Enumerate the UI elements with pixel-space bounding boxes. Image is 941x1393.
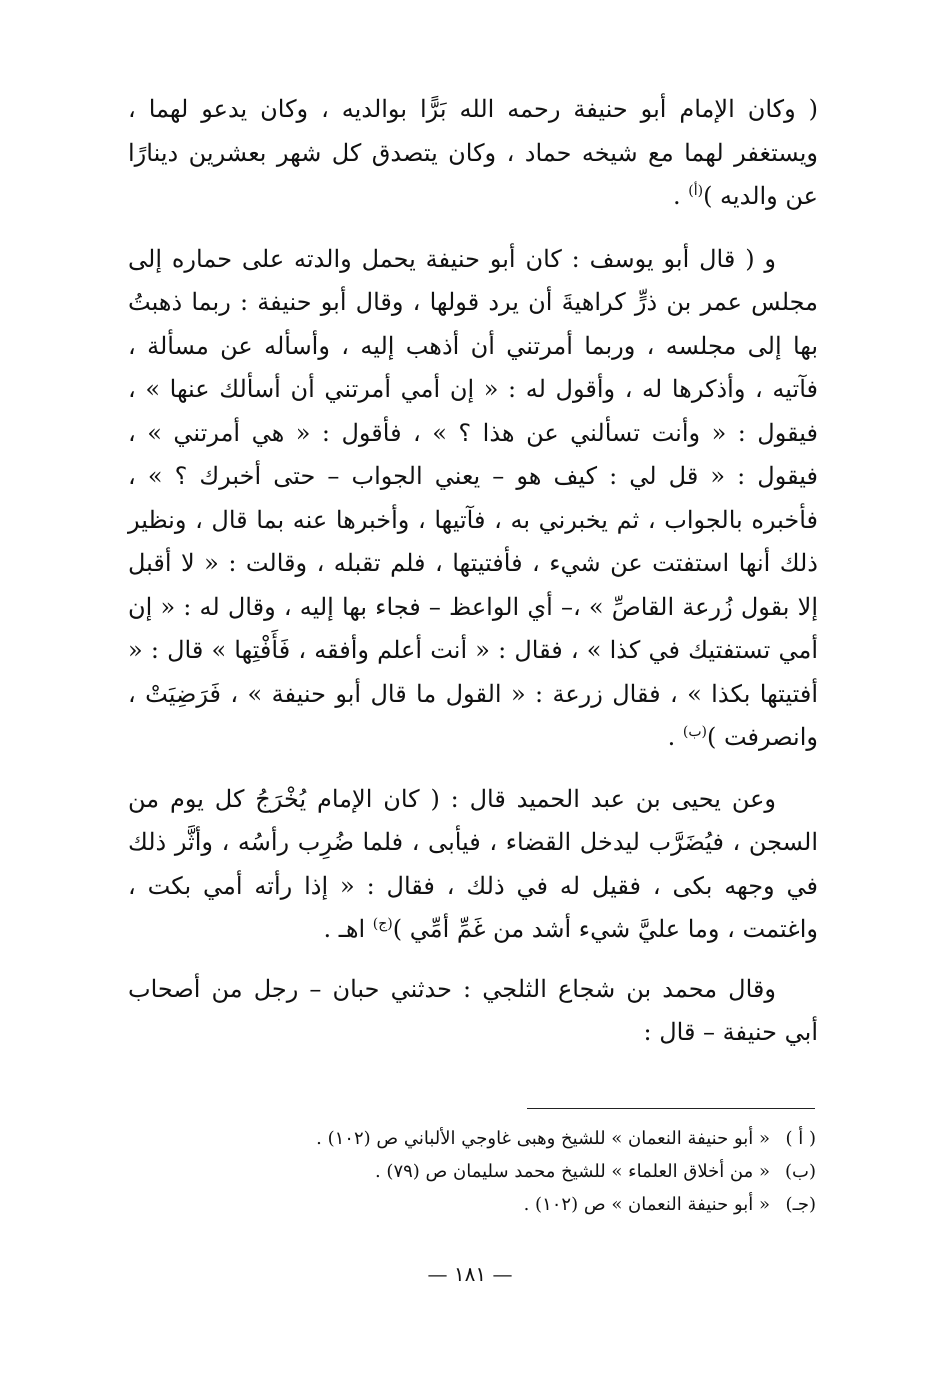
paragraph-4 xyxy=(128,968,818,1055)
footnote-marker: (ب) xyxy=(785,1161,816,1182)
paragraph-3-text: وعن يحيى بن عبد الحميد قال : ( كان الإمام يُخْرَجُ كل يوم من السجن ، فيُضَرَّب ليدخل القضاء ، فيأبى ، فلما ضُرِب رأسُه ، وأثَّر ذلك في وجهه بكى ، فقيل له في ذلك ، فقال : « إذا رأته أمي بكت ، واغتمت ، وما عليَّ شيء أشد من غَمِّ أمِّي ) xyxy=(128,784,818,943)
footnote-c xyxy=(200,1188,816,1221)
page-number: — ١٨١ — xyxy=(427,1262,513,1286)
footnote-separator xyxy=(527,1108,815,1109)
footnote-a xyxy=(200,1122,816,1155)
paragraph-3-ending: اهـ . xyxy=(323,915,373,943)
footnote-marker: (جـ) xyxy=(785,1194,816,1215)
footnote-ref-a: (أ) xyxy=(688,183,704,199)
paragraph-1 xyxy=(128,88,818,219)
footnotes xyxy=(200,1122,816,1221)
page-body xyxy=(128,88,818,1055)
footnote-text: « أبو حنيفة النعمان » للشيخ وهبى غاوجي الألباني ص (١٠٢) . xyxy=(316,1128,770,1149)
paragraph-3 xyxy=(128,778,818,952)
footnote-b xyxy=(200,1155,816,1188)
footnote-ref-b: (ب) xyxy=(682,724,707,740)
paragraph-2-ending: . xyxy=(667,723,683,751)
footnote-marker: ( أ ) xyxy=(785,1128,816,1149)
paragraph-1-text: ( وكان الإمام أبو حنيفة رحمه الله بَرًّا بوالديه ، وكان يدعو لهما ، ويستغفر لهما مع شيخه حماد ، وكان يتصدق كل شهر بعشرين دينارًا عن والديه ) xyxy=(128,95,818,210)
footnote-text: « من أخلاق العلماء » للشيخ محمد سليمان ص (٧٩) . xyxy=(374,1161,770,1182)
paragraph-2-text: و ( قال أبو يوسف : كان أبو حنيفة يحمل والدته على حماره إلى مجلس عمر بن ذرٍّ كراهيةَ أن يرد قولها ، وقال أبو حنيفة : ربما ذهبتُ بها إلى مجلسه ، وربما أمرتني أن أذهب إليه ، وأسأله عن مسألة ، فآتيه ، وأذكرها له ، وأقول له : « إن أمي أمرتني أن أسألك عنها » ، فيقول : « وأنت تسألني عن هذا ؟ » ، فأقول : « هي أمرتني » ، فيقول : « قل لي : كيف هو – يعني الجواب – حتى أخبرك ؟ » ، فأخبره بالجواب ، ثم يخبرني به ، فآتيها ، وأخبرها عنه بما قال ، ونظير ذلك أنها استفتت عن شيء ، فأفتيتها ، فلم تقبله ، وقالت : « لا أقبل إلا بقول زُرعة القاصِّ » ،– أي الواعظ – فجاء بها إليه ، وقال له : « إن أمي تستفتيك في كذا » ، فقال : « أنت أعلم وأفقه ، فَأَفْتِها » قال : « أفتيتها بكذا » ، فقال زرعة : « القول ما قال أبو حنيفة » ، فَرَضِيَتْ ، وانصرفت ) xyxy=(128,244,818,751)
paragraph-2 xyxy=(128,238,818,760)
paragraph-1-ending: . xyxy=(672,182,689,210)
footnote-text: « أبو حنيفة النعمان » ص (١٠٢) . xyxy=(523,1194,770,1215)
paragraph-4-text: وقال محمد بن شجاع الثلجي : حدثني حبان – رجل من أصحاب أبي حنيفة – قال : xyxy=(128,974,818,1046)
footnote-ref-c: (ج) xyxy=(372,916,393,932)
